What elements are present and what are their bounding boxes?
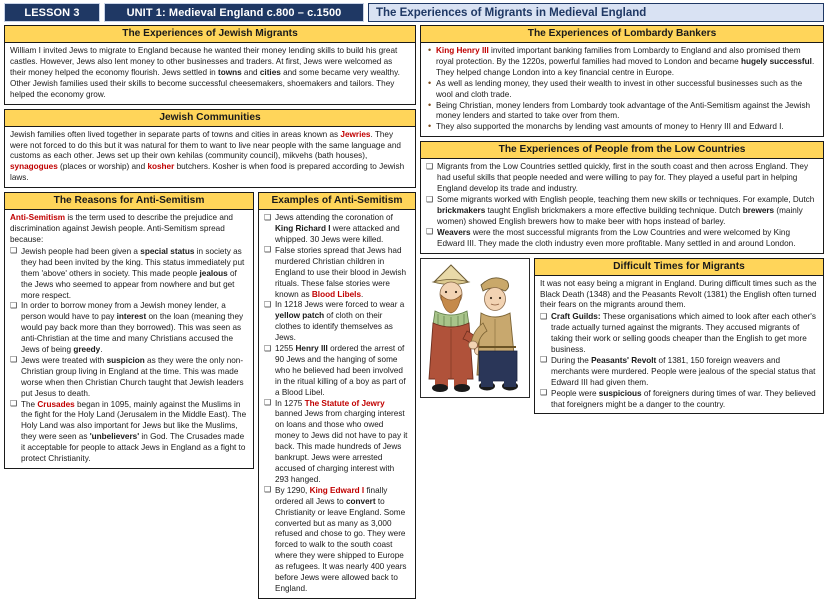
text-run: William I invited Jews to migrate to England because he wanted their money lending skills to build his great castles. [10,46,398,66]
lombardy-list [426,46,818,133]
list-item [540,356,818,389]
list-item [10,301,248,356]
right-column [420,25,824,418]
text-run: (mainly women) showed English brewers how to make beer with hops instead of barley. [437,205,803,226]
card-body [5,43,415,104]
card-body [421,159,823,252]
list-item [426,228,818,250]
keyword-craft-guilds: Craft Guilds: [551,312,601,322]
list-item [426,195,818,228]
text-run: . They helped change London into a key financial centre in Europe. [436,56,815,77]
keyword-synagogues: synagogues [10,162,58,172]
card-heading: The Experiences of People from the Low Countries [421,142,823,159]
text-run: to Christianity or leave England. Some converted but as many as 3,000 refused and chose to go. They were forced to walk to the south coast where they were shipped to Europe as refugees. It was nearly 400 years before Jews were allowed back to England. [275,496,407,593]
list-item [264,300,410,344]
keyword: special status [140,246,195,256]
difficult-times-list [540,312,818,410]
list-item [426,46,818,79]
text-run: Some migrants worked with English people, teaching them new skills or techniques. For example, Dutch [437,195,815,205]
text-run: and some became very wealthy. Other Jewish families used their skills to become successful cheesemakers, shoemakers and tailors. They helped the economy grow. [10,67,400,99]
keyword-king-edward-i: King Edward I [309,485,365,495]
text-run: in God. The Crusades made it acceptable for people to attack Jews in England as a fight to protect Christianity. [21,432,246,464]
list-item [264,399,410,486]
card-difficult-times [534,258,824,415]
text-run: 1255 [275,344,296,354]
text-run: It was not easy being a migrant in England. During difficult times such as the Black Death (1348) and the Peasants Revolt (1381) the English often turned their fears on the migrants around them. [540,278,817,310]
list-item [540,389,818,411]
keyword: hugely successful [740,56,812,66]
card-heading: Difficult Times for Migrants [535,259,823,276]
text-run: invited important banking families from Lombardy to England and also promised them royal protection. By the 1220s, powerful families had moved to London and became [436,46,801,66]
list-item [264,486,410,595]
list-item [426,122,818,133]
text-run: . [361,289,364,299]
illustration-svg [421,259,527,395]
keyword-convert: convert [346,496,376,506]
keyword-blood-libels: Blood Libels [311,289,361,299]
text-run: . [100,345,103,355]
text-run: finally ordered all Jews to [275,485,388,506]
keyword: Henry III [295,344,328,354]
text-run: were the most successful migrants from the Low Countries and were welcomed by King Edward III. They made the cloth industry even more profitable. Many settled in and around London. [437,227,796,248]
list-item [10,356,248,400]
keyword: greedy [73,345,101,355]
text-run: Being Christian, money lenders from Lombardy took advantage of the Anti-Semitism against the Jewish money lenders and started to take over from them. [436,100,811,121]
card-body [421,43,823,136]
list-item [264,246,410,301]
card-heading: Jewish Communities [5,110,415,127]
list-item [10,247,248,302]
list-item [264,344,410,399]
keyword-crusades: Crusades [37,399,75,409]
content-columns [4,25,824,603]
text-run: They also supported the monarchs by lending vast amounts of money to Henry III and Edward I. [436,122,784,132]
card-heading: The Experiences of Jewish Migrants [5,26,415,43]
card-examples-antisemitism [258,192,416,599]
text-run: By 1290, [275,485,310,495]
card-heading: Examples of Anti-Semitism [259,193,415,210]
text-run: ordered the arrest of 90 Jews and the hanging of some who he believed had been involved in the ritual killing of a boy as part of a Blood Libel. [275,344,406,397]
reasons-column [4,192,254,473]
text-run: Jews were treated with [21,355,107,365]
page-header [4,3,824,22]
list-item [264,213,410,246]
left-subcolumns [4,192,416,603]
lesson-badge: LESSON 3 [4,3,100,22]
text-run: In 1275 [275,398,305,408]
card-body [5,127,415,188]
text-run: The [21,399,38,409]
keyword: suspicion [106,355,145,365]
text-run: of foreigners during times of war. They believed that foreigners might be a danger to the country. [551,388,816,409]
text-run: These organisations which aimed to look after each other's trade actually turned against the migrants. They accused migrants of taking their work or selling goods cheaper than the English to get more business. [551,312,816,355]
keyword: yellow patch [275,311,325,321]
examples-list [264,213,410,595]
text-run: of 1381, 150 foreign weavers and merchants were murdered. People were jealous of the special status that Edward III had given them. [551,355,816,387]
text-run: Jewish families often lived together in separate parts of towns and cities in areas known as [10,129,341,139]
list-item [426,162,818,195]
low-countries-list [426,162,818,249]
page-title: The Experiences of Migrants in Medieval England [368,3,824,22]
text-run: of cloth on their clothes to identify themselves as Jews. [275,311,393,343]
text-run: and [241,67,260,77]
text-run: As well as lending money, they used their wealth to invest in other successful businesses such as the wool and cloth trade. [436,78,803,99]
medieval-merchants-illustration [420,258,530,398]
card-low-countries [420,141,824,253]
examples-column [258,192,416,603]
text-run: were attacked and whipped. 30 Jews were killed. [275,224,400,244]
unit-badge: UNIT 1: Medieval England c.800 – c.1500 [104,3,364,22]
card-reasons-antisemitism [4,192,254,469]
keyword: King Richard I [275,224,331,234]
list-item [540,312,818,356]
text-run: on the loan (meaning they would pay back more than they borrowed). This was seen as anti-Christian at the time and many Christians accused the Jews of being [21,312,244,355]
keyword-weavers: Weavers [437,227,471,237]
list-item [426,101,818,123]
card-jewish-communities [4,109,416,189]
keyword-statute-of-jewry: The Statute of Jewry [304,398,385,408]
text-run: is the term used to describe the prejudice and discrimination against Jewish people. Anti-Semitism spread because: [10,213,233,244]
text-run: In 1218 Jews were forced to wear a [275,300,405,310]
card-heading: The Experiences of Lombardy Bankers [421,26,823,43]
text-run: Jewish people had been given a [21,246,141,256]
text-run: began in 1095, mainly against the Muslims in the fight for the Holy Land (Jerusalem in the Middle East). The Holy Land was also important for Jews but like the Muslims, they were seen as [21,399,247,442]
keyword-brewers: brewers [742,205,775,215]
keyword-jewries: Jewries [340,129,371,139]
card-body [5,210,253,468]
keyword-suspicious: suspicious [598,388,642,398]
text-run: In order to borrow money from a Jewish money lender, a person would have to pay [21,301,226,322]
text-run: taught English brickmakers a more effective building technique. Dutch [485,205,743,215]
keyword-brickmakers: brickmakers [437,205,486,215]
keyword-towns: towns [217,67,242,77]
text-run: However, Jews also lent money to other businesses and traders. At first, Jews were welcomed as their money helped the economy flourish. Jews settled in [10,56,393,77]
illustration-and-difficult-times [420,258,824,419]
reasons-list [10,247,248,465]
list-item [426,79,818,101]
card-body [259,210,415,598]
keyword-anti-semitism: Anti-Semitism [10,213,66,223]
text-run: People were [551,388,599,398]
text-run: False stories spread that Jews had murdered Christian children in England to use their blood in Jewish rituals. These false stories were known as [275,245,407,299]
text-run: . They were not forced to do this but it was natural for them to want to live near people with the same language and customs as each other. Jews set up their own kehilas (community council), mikvehs (bath houses), [10,129,401,161]
keyword: interest [116,312,147,322]
keyword: jealous [199,268,228,278]
text-run: (places or worship) and [57,162,148,172]
text-run: banned Jews from charging interest on loans and those who owed money to Jews did not have to pay it back. This made hundreds of Jews bankrupt. Jews were arrested accused of charging interest with 293 hanged. [275,409,408,484]
text-run: Jews attending the coronation of [275,213,393,223]
text-run: butchers. Kosher is when food is prepared according to Jewish laws. [10,162,405,183]
keyword-peasants-revolt: Peasants' Revolt [591,355,657,365]
text-run: of the Jews who seemed to appear from nowhere and but get more respect. [21,268,237,300]
card-lombardy-bankers [420,25,824,137]
keyword-cities: cities [259,67,281,77]
keyword-kosher: kosher [147,162,175,172]
text-run: During the [551,355,592,365]
card-heading: The Reasons for Anti-Semitism [5,193,253,210]
keyword-king-henry-iii: King Henry III [436,46,489,56]
card-jewish-migrants [4,25,416,105]
card-body [535,276,823,414]
keyword: 'unbelievers' [89,432,140,442]
text-run: as they were the only non-Christian group living in England at the time. This was made worse when then Christian Church taught that Jewish leaders put Jesus to death. [21,355,244,398]
text-run: Migrants from the Low Countries settled quickly, first in the south coast and then across England. They had useful skills that people needed and were willing to pay for. They played a useful part in helping England develop its trade and industry. [437,162,809,194]
left-column [4,25,416,603]
list-item [10,400,248,465]
text-run: in society as they had been invited by the king. This status immediately put them 'above' others in society. This made people [21,246,245,278]
